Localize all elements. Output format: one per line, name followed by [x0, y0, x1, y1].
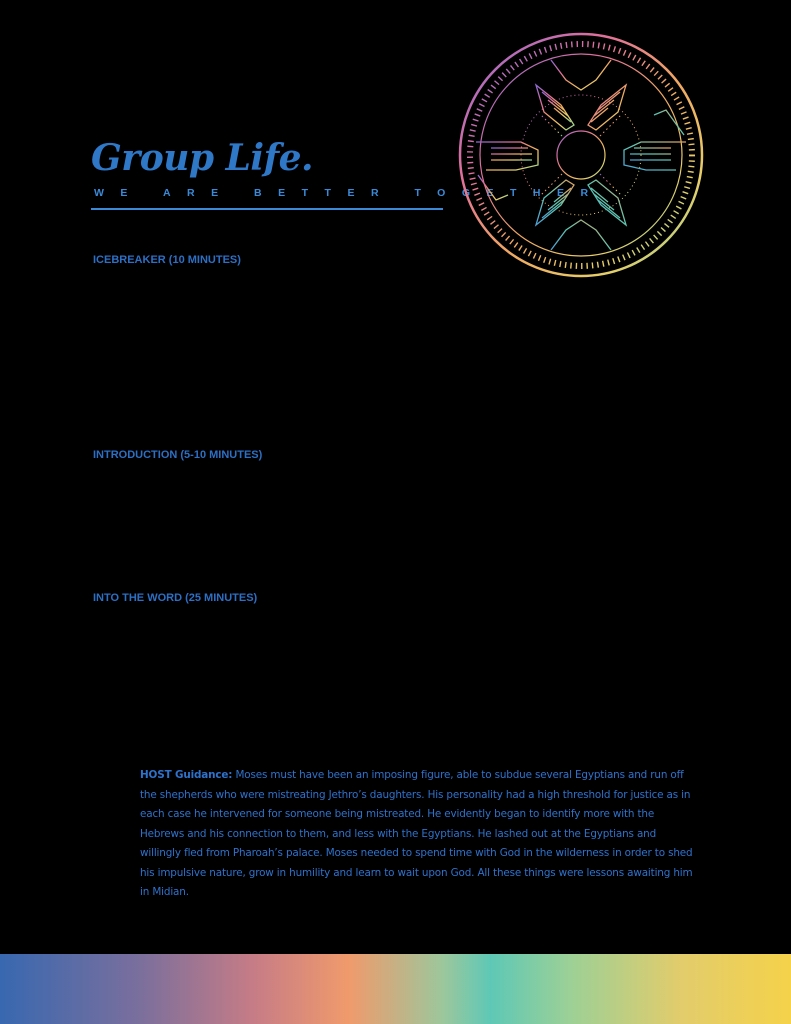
- page-title: Group Life.: [91, 137, 314, 179]
- host-guidance-label: HOST Guidance:: [140, 769, 233, 781]
- section-heading-into-the-word: INTO THE WORD (25 MINUTES): [93, 592, 258, 604]
- tagline: WE ARE BETTER TOGETHER: [94, 187, 605, 199]
- host-guidance-paragraph: [140, 766, 700, 903]
- section-heading-introduction: INTRODUCTION (5-10 MINUTES): [93, 449, 263, 461]
- title-divider: [91, 208, 443, 210]
- host-guidance-text: Moses must have been an imposing figure, able to subdue several Egyptians and run off the shepherds who were mistreating Jethro’s daughters. His personality had a high threshold for justice as in each case he intervened for someone being mistreated. He evidently began to identify more with the Hebrews and his connection to them, and less with the Egyptians. He lashed out at the Egyptians and willingly fled from Pharoah’s palace. Moses needed to spend time with God in the wilderness in order to shed his impulsive nature, grow in humility and learn to wait upon God. All these things were lessons awaiting him in Midian.: [140, 769, 693, 898]
- footer-gradient-bar: [0, 954, 791, 1024]
- section-heading-icebreaker: ICEBREAKER (10 MINUTES): [93, 254, 241, 266]
- group-life-emblem-icon: [456, 30, 706, 280]
